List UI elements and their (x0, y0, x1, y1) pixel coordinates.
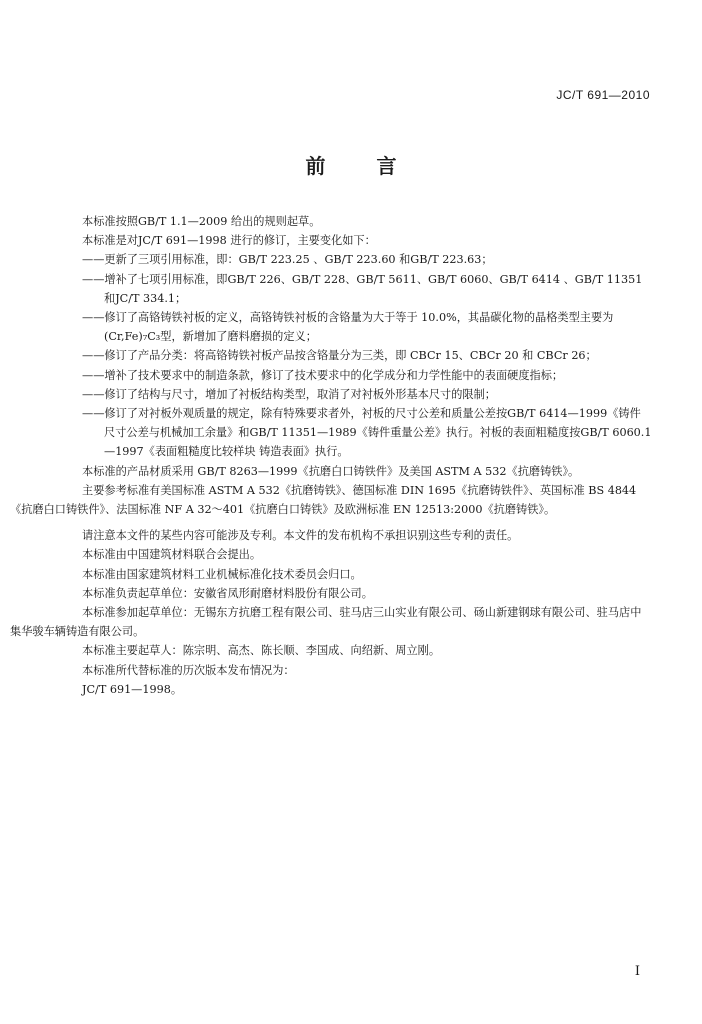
document-code: JC/T 691—2010 (556, 88, 650, 102)
paragraph-history-intro: 本标准所代替标准的历次版本发布情况为： (82, 663, 295, 677)
change-item-1: ——更新了三项引用标准，即：GB/T 223.25 、GB/T 223.60 和GB/T 223.63； (82, 253, 493, 267)
change-item-7: ——修订了对衬板外观质量的规定，除有特殊要求者外，衬板的尺寸公差和质量公差按GB/T 6414—1999《铸件 尺寸公差与机械加工余量》和GB/T 11351—1989《铸件重量公差》执行。衬板的表面粗糙度按GB/T 6060.1—1997《表面粗糙度比较样块 铸造表面》执行。 (82, 407, 652, 459)
paragraph-references: 主要参考标准有美国标准 ASTM A 532《抗磨铸铁》、德国标准 DIN 1695《抗磨铸铁件》、英国标准 BS 4844《抗磨白口铸铁件》、法国标准 NF A 32～401《抗磨白口铸铁》及欧洲标准 EN 12513:2000《抗磨铸铁》。 (10, 483, 637, 517)
paragraph-drafting-rules: 本标准按照GB/T 1.1—2009 给出的规则起草。 (82, 215, 321, 228)
change-item-5: ——增补了技术要求中的制造条款，修订了技术要求中的化学成分和力学性能中的表面硬度指标； (82, 368, 564, 382)
paragraph-material: 本标准的产品材质采用 GB/T 8263—1999《抗磨白口铸铁件》及美国 ASTM A 532《抗磨铸铁》。 (82, 464, 580, 478)
paragraph-drafters: 本标准主要起草人：陈宗明、高杰、陈长顺、李国成、向绍新、周立刚。 (82, 644, 441, 658)
paragraph-committee: 本标准由国家建筑材料工业机械标准化技术委员会归口。 (82, 567, 362, 581)
paragraph-revision-intro: 本标准是对JC/T 691—1998 进行的修订，主要变化如下： (82, 234, 376, 248)
change-item-6: ——修订了结构与尺寸，增加了衬板结构类型，取消了对衬板外形基本尺寸的限制； (82, 387, 496, 401)
paragraph-proposer: 本标准由中国建筑材料联合会提出。 (82, 548, 262, 562)
change-item-4: ——修订了产品分类：将高铬铸铁衬板产品按含铬量分为三类，即 CBCr 15、CBCr 20 和 CBCr 26； (82, 349, 597, 363)
foreword-body (10, 212, 652, 699)
paragraph-participating-drafters: 本标准参加起草单位：无锡东方抗磨工程有限公司、驻马店三山实业有限公司、砀山新建钢球有限公司、驻马店中集华骏车辆铸造有限公司。 (10, 606, 642, 639)
paragraph-patent-notice: 请注意本文件的某些内容可能涉及专利。本文件的发布机构不承担识别这些专利的责任。 (82, 529, 519, 543)
change-item-3: ——修订了高铬铸铁衬板的定义，高铬铸铁衬板的含铬量为大于等于 10.0%，其晶碳化物的晶格类型主要为(Cr,Fe)₇C₃型，新增加了磨料磨损的定义； (82, 311, 614, 344)
change-item-2: ——增补了七项引用标准，即GB/T 226、GB/T 228、GB/T 5611、GB/T 6060、GB/T 6414 、GB/T 11351 和JC/T 334.1； (82, 272, 643, 305)
page-title: 前 言 (305, 154, 419, 178)
paragraph-history-version: JC/T 691—1998。 (82, 682, 183, 696)
page-number: I (634, 964, 640, 979)
paragraph-lead-drafter: 本标准负责起草单位：安徽省凤形耐磨材料股份有限公司。 (82, 586, 373, 600)
